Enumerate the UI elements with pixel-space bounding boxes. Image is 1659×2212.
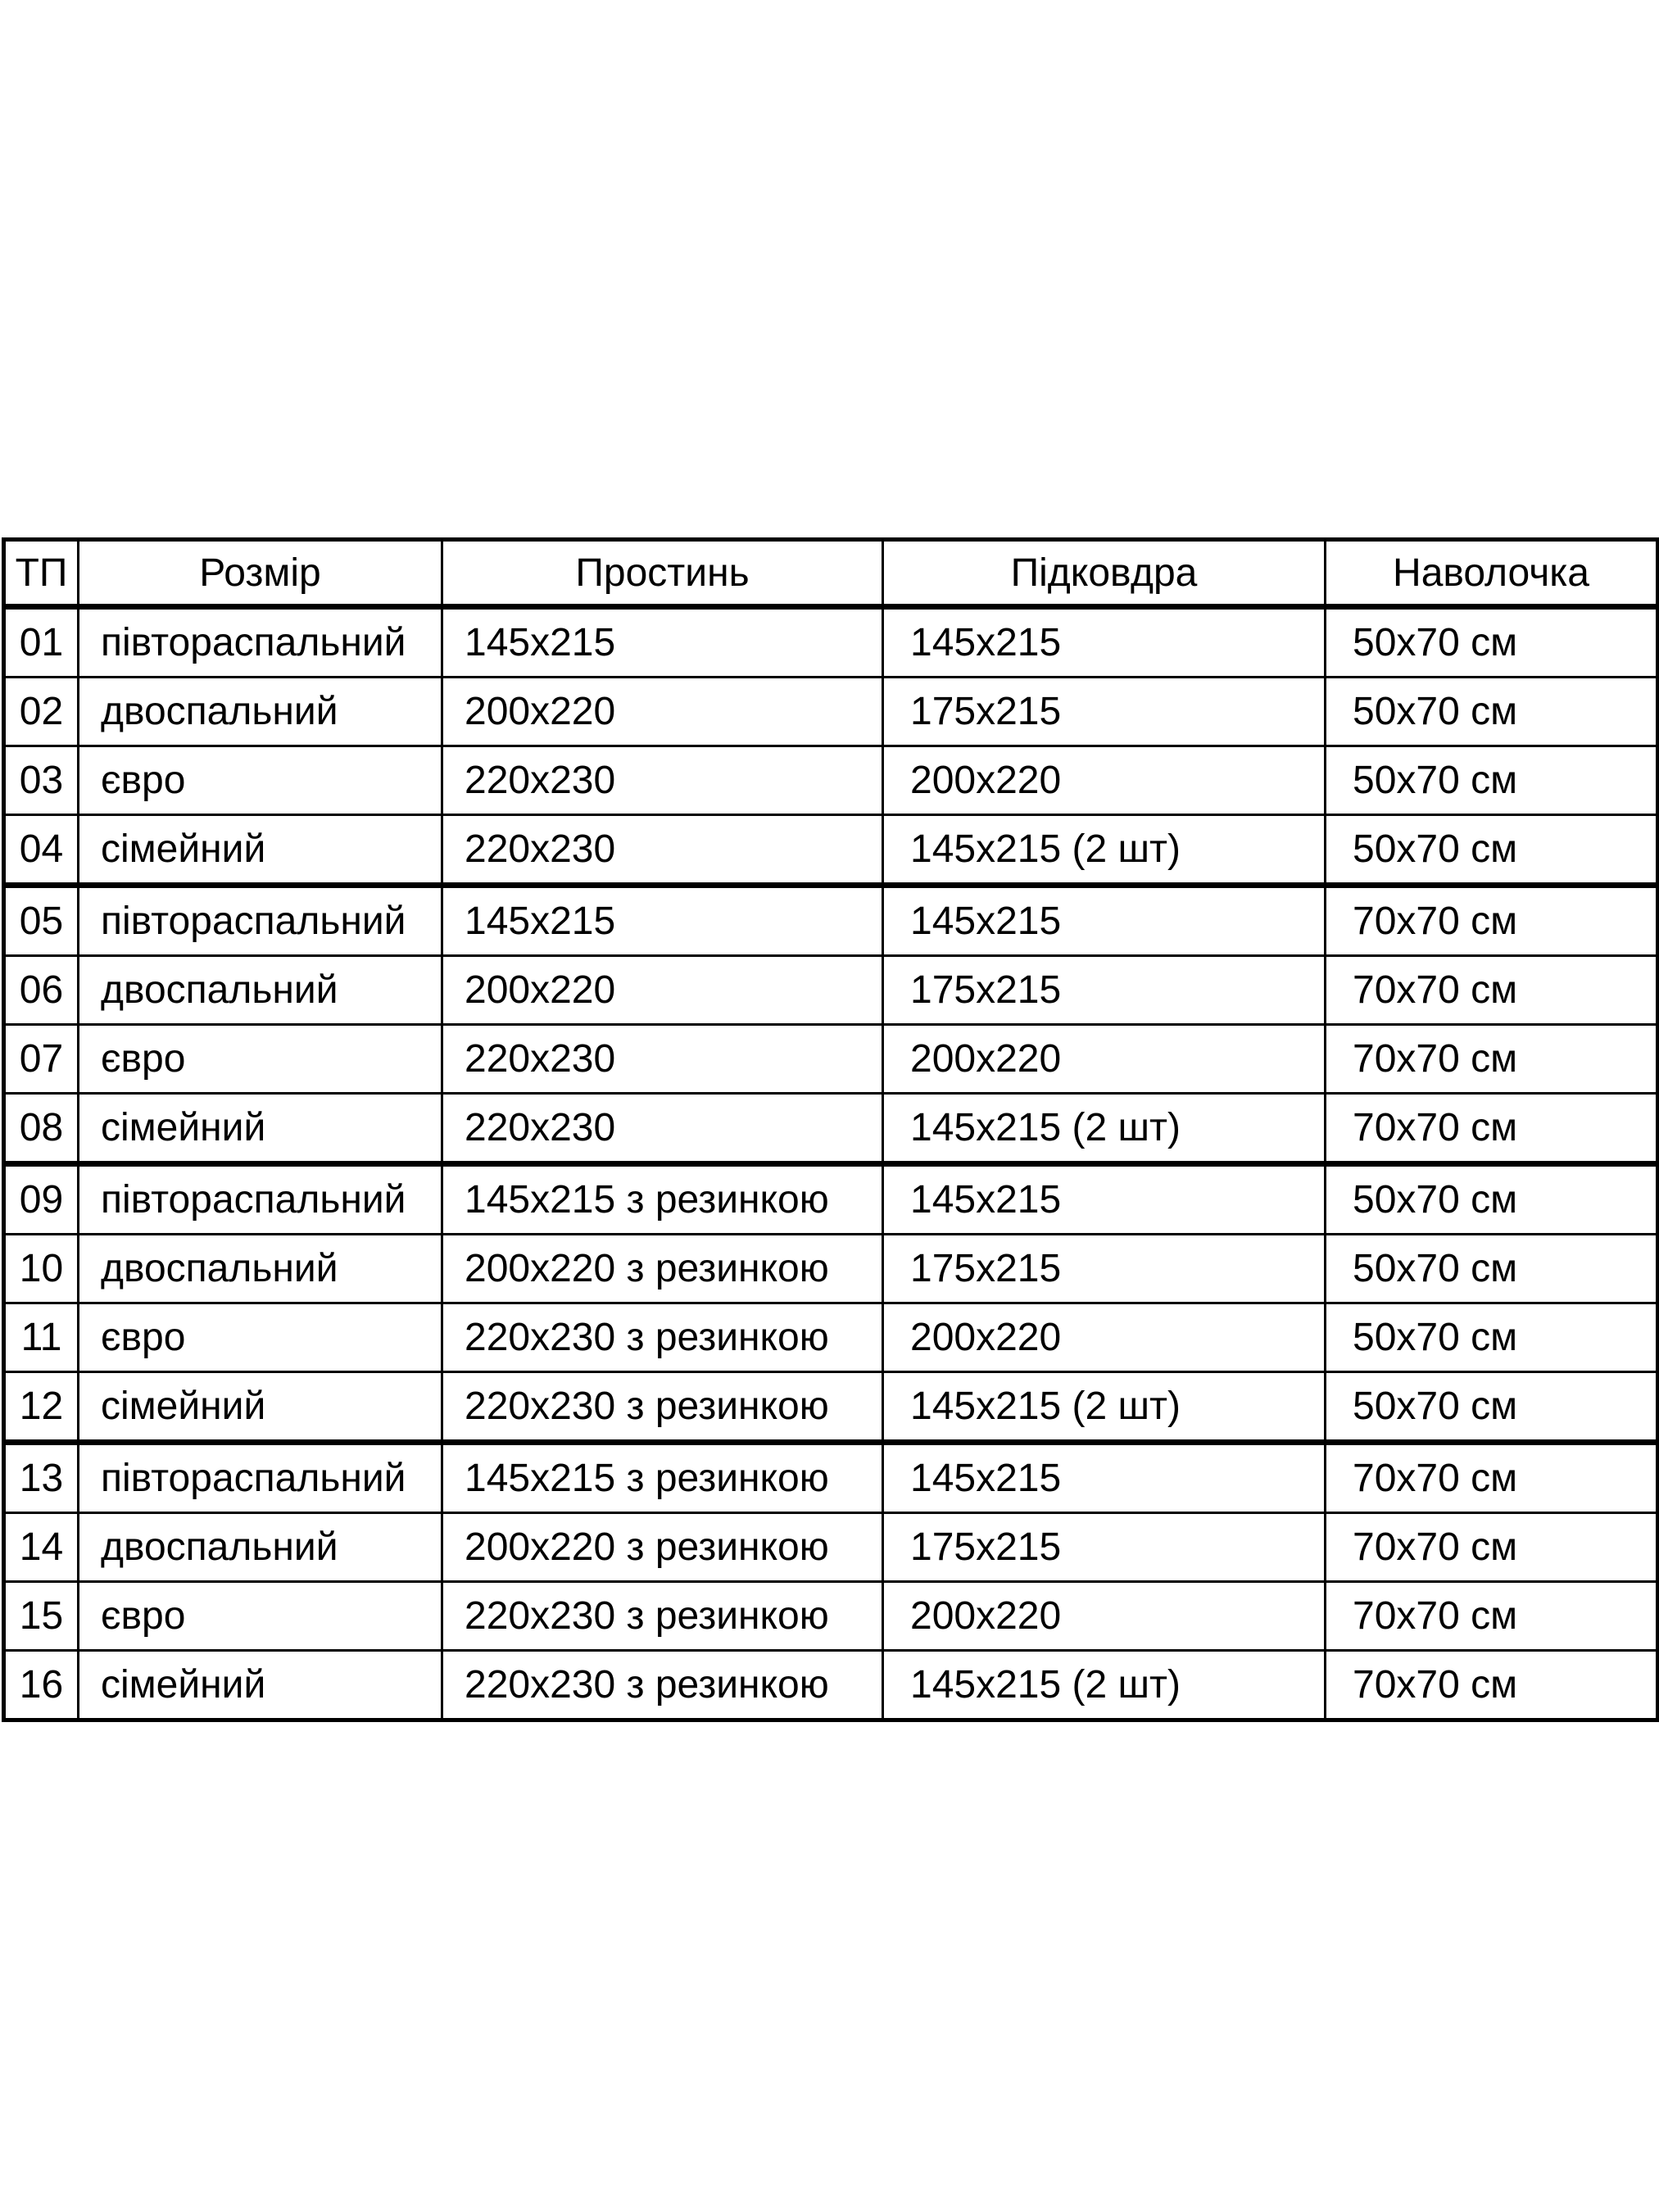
cell-duvet-13: 145х215 [883,1443,1326,1513]
cell-pillow-09: 50х70 см [1326,1164,1658,1235]
cell-tp-13: 13 [4,1443,79,1513]
cell-tp-15: 15 [4,1582,79,1651]
cell-sheet-06: 200х220 [442,956,883,1025]
cell-size-16: сімейний [79,1651,442,1720]
table-row-09 [4,1164,1658,1235]
cell-pillow-08: 70х70 см [1326,1094,1658,1164]
cell-tp-05: 05 [4,886,79,956]
cell-size-07: євро [79,1025,442,1094]
cell-pillow-10: 50х70 см [1326,1235,1658,1303]
table-row-15 [4,1582,1658,1651]
cell-size-11: євро [79,1303,442,1372]
cell-pillow-02: 50х70 см [1326,678,1658,746]
cell-sheet-12: 220х230 з резинкою [442,1372,883,1443]
cell-sheet-13: 145х215 з резинкою [442,1443,883,1513]
cell-size-12: сімейний [79,1372,442,1443]
column-header-pidkovdra: Підковдра [883,540,1326,607]
cell-sheet-05: 145х215 [442,886,883,956]
cell-size-13: півтораспальний [79,1443,442,1513]
cell-duvet-12: 145х215 (2 шт) [883,1372,1326,1443]
cell-size-10: двоспальний [79,1235,442,1303]
cell-tp-04: 04 [4,815,79,886]
cell-pillow-07: 70х70 см [1326,1025,1658,1094]
cell-sheet-15: 220х230 з резинкою [442,1582,883,1651]
table-row-06 [4,956,1658,1025]
cell-sheet-10: 200х220 з резинкою [442,1235,883,1303]
cell-tp-06: 06 [4,956,79,1025]
cell-sheet-11: 220х230 з резинкою [442,1303,883,1372]
column-header-tp: ТП [4,540,79,607]
cell-duvet-01: 145х215 [883,607,1326,678]
cell-tp-07: 07 [4,1025,79,1094]
cell-duvet-16: 145х215 (2 шт) [883,1651,1326,1720]
cell-tp-01: 01 [4,607,79,678]
cell-duvet-08: 145х215 (2 шт) [883,1094,1326,1164]
table-row-11 [4,1303,1658,1372]
cell-duvet-04: 145х215 (2 шт) [883,815,1326,886]
cell-tp-08: 08 [4,1094,79,1164]
cell-sheet-01: 145х215 [442,607,883,678]
table-row-13 [4,1443,1658,1513]
cell-pillow-16: 70х70 см [1326,1651,1658,1720]
cell-tp-02: 02 [4,678,79,746]
cell-pillow-05: 70х70 см [1326,886,1658,956]
cell-size-09: півтораспальний [79,1164,442,1235]
column-header-navolochka: Наволочка [1326,540,1658,607]
table-row-02 [4,678,1658,746]
table-row-01 [4,607,1658,678]
cell-tp-10: 10 [4,1235,79,1303]
cell-size-15: євро [79,1582,442,1651]
cell-tp-14: 14 [4,1513,79,1582]
cell-sheet-14: 200х220 з резинкою [442,1513,883,1582]
table-row-16 [4,1651,1658,1720]
cell-pillow-14: 70х70 см [1326,1513,1658,1582]
cell-size-04: сімейний [79,815,442,886]
cell-size-08: сімейний [79,1094,442,1164]
cell-tp-09: 09 [4,1164,79,1235]
cell-size-05: півтораспальний [79,886,442,956]
cell-duvet-10: 175х215 [883,1235,1326,1303]
cell-duvet-14: 175х215 [883,1513,1326,1582]
cell-duvet-09: 145х215 [883,1164,1326,1235]
cell-size-03: євро [79,746,442,815]
cell-duvet-06: 175х215 [883,956,1326,1025]
cell-duvet-07: 200х220 [883,1025,1326,1094]
cell-size-06: двоспальний [79,956,442,1025]
cell-tp-03: 03 [4,746,79,815]
cell-pillow-01: 50х70 см [1326,607,1658,678]
cell-pillow-03: 50х70 см [1326,746,1658,815]
cell-pillow-15: 70х70 см [1326,1582,1658,1651]
cell-sheet-02: 200х220 [442,678,883,746]
cell-size-14: двоспальний [79,1513,442,1582]
cell-size-01: півтораспальний [79,607,442,678]
column-header-prostyn: Простинь [442,540,883,607]
cell-pillow-13: 70х70 см [1326,1443,1658,1513]
cell-tp-11: 11 [4,1303,79,1372]
table-row-08 [4,1094,1658,1164]
cell-pillow-12: 50х70 см [1326,1372,1658,1443]
cell-pillow-11: 50х70 см [1326,1303,1658,1372]
cell-duvet-03: 200х220 [883,746,1326,815]
bedding-sizes-table [2,537,1659,1722]
cell-duvet-05: 145х215 [883,886,1326,956]
table-row-04 [4,815,1658,886]
cell-size-02: двоспальний [79,678,442,746]
table-row-12 [4,1372,1658,1443]
cell-duvet-02: 175х215 [883,678,1326,746]
column-header-rozmir: Розмір [79,540,442,607]
cell-sheet-08: 220х230 [442,1094,883,1164]
cell-sheet-04: 220х230 [442,815,883,886]
cell-duvet-11: 200х220 [883,1303,1326,1372]
cell-tp-12: 12 [4,1372,79,1443]
table-row-05 [4,886,1658,956]
cell-pillow-06: 70х70 см [1326,956,1658,1025]
header-row [4,540,1658,607]
table-row-14 [4,1513,1658,1582]
table-row-07 [4,1025,1658,1094]
cell-pillow-04: 50х70 см [1326,815,1658,886]
table-row-10 [4,1235,1658,1303]
cell-sheet-16: 220х230 з резинкою [442,1651,883,1720]
cell-duvet-15: 200х220 [883,1582,1326,1651]
cell-sheet-07: 220х230 [442,1025,883,1094]
cell-tp-16: 16 [4,1651,79,1720]
cell-sheet-09: 145х215 з резинкою [442,1164,883,1235]
table-row-03 [4,746,1658,815]
cell-sheet-03: 220х230 [442,746,883,815]
